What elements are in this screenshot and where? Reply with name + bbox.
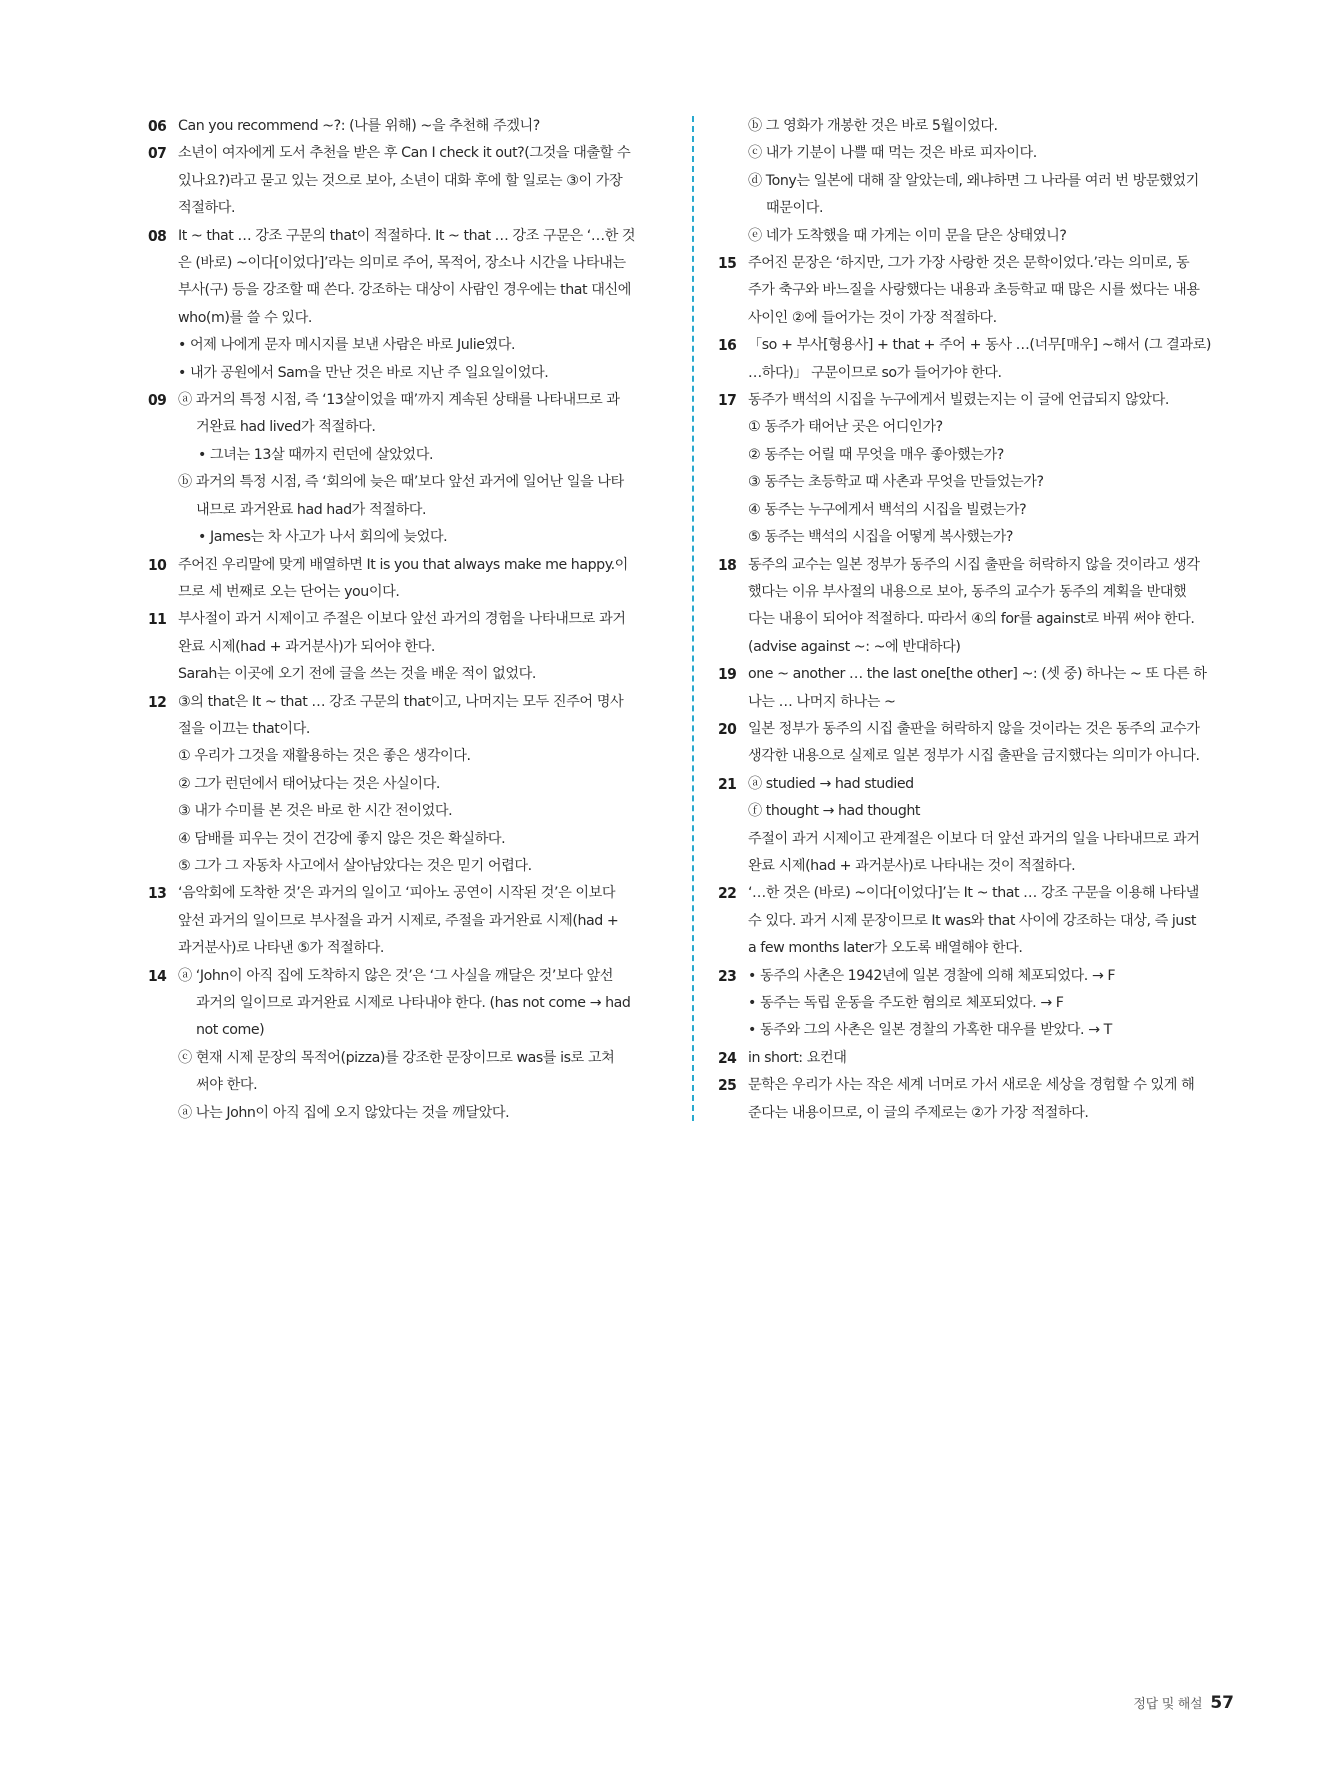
explanation-line: ② 그가 런던에서 태어났다는 것은 사실이다. [178,775,440,792]
answer-item [148,963,668,1127]
explanation-line: It ~ that … 강조 구문의 that이 적절하다. It ~ that … 강조 구문은 ‘…한 것 [178,227,636,244]
explanation-line: 절을 이끄는 that이다. [178,720,310,737]
explanation-line: 다는 내용이 되어야 적절하다. 따라서 ④의 for를 against로 바꿔 써야 한다. [748,611,1195,628]
explanation-line: 은 (바로) ~이다[이었다]’라는 의미로 주어, 목적어, 장소나 시간을 나타내는 [178,255,626,272]
explanation-line: ⑤ 동주는 백석의 시집을 어떻게 복사했는가? [748,529,1013,546]
explanation-line: ⓒ 내가 기분이 나쁠 때 먹는 것은 바로 피자이다. [748,145,1037,162]
explanation-line: 주가 축구와 바느질을 사랑했다는 내용과 초등학교 때 많은 시를 썼다는 내용 [748,282,1200,299]
explanation-line: 「so + 부사[형용사] + that + 주어 + 동사 …(너무[매우] ~해서 (그 결과로) [748,337,1212,354]
explanation-line: 주절이 과거 시제이고 관계절은 이보다 더 앞선 과거의 일을 나타내므로 과거 [748,830,1200,847]
explanation-line: ⓐ 과거의 특정 시점, 즉 ‘13살이었을 때’까지 계속된 상태를 나타내므로 과 [178,392,620,409]
answer-item [718,771,1235,881]
column-divider [692,116,694,1121]
explanation-line: 내므로 과거완료 had had가 적절하다. [196,501,427,518]
explanation-line: 수 있다. 과거 시제 문장이므로 It was와 that 사이에 강조하는 대상, 즉 just [748,912,1196,929]
question-number: 21 [718,774,737,793]
question-number: 17 [718,391,737,410]
explanation-line: ⓐ ‘John이 아직 집에 도착하지 않은 것’은 ‘그 사실을 깨달은 것’보다 앞선 [178,967,614,984]
explanation-line: • 동주는 독립 운동을 주도한 혐의로 체포되었다. → F [748,995,1064,1011]
explanation-line: 부사절이 과거 시제이고 주절은 이보다 앞선 과거의 경험을 나타내므로 과거 [178,611,626,628]
explanation-line: ‘…한 것은 (바로) ~이다[이었다]’는 It ~ that … 강조 구문을 이용해 나타낼 [748,885,1199,902]
explanation-line: ① 우리가 그것을 재활용하는 것은 좋은 생각이다. [178,748,471,765]
question-number: 06 [148,117,167,135]
explanation-line: one ~ another … the last one[the other] ~: (셋 중) 하나는 ~ 또 다른 하 [748,666,1207,683]
explanation-line: 적절하다. [178,200,236,217]
question-number: 16 [718,336,737,355]
explanation-line: 완료 시제(had + 과거분사)로 나타내는 것이 적절하다. [748,857,1076,874]
question-number: 09 [148,391,167,410]
question-number: 12 [148,692,167,711]
question-number: 15 [718,254,737,273]
answer-item [718,716,1235,771]
explanation-line: ⓕ thought → had thought [748,803,921,820]
explanation-line: • 동주의 사촌은 1942년에 일본 경찰에 의해 체포되었다. → F [748,967,1116,984]
explanation-line: not come) [196,1022,265,1039]
question-number: 22 [718,884,737,903]
answer-item [148,140,668,222]
explanation-line: • James는 차 사고가 나서 회의에 늦었다. [198,529,448,546]
answer-item [148,552,668,607]
answer-item [718,1072,1235,1127]
explanation-line: 소년이 여자에게 도서 추천을 받은 후 Can I check it out?(그것을 대출할 수 [178,145,631,162]
answer-item [718,113,1235,250]
question-number: 07 [148,144,167,163]
explanation-line: 과거분사)로 나타낸 ⑤가 적절하다. [178,940,384,957]
explanation-line: 했다는 이유 부사절의 내용으로 보아, 동주의 교수가 동주의 계획을 반대했 [748,583,1187,600]
question-number: 08 [148,226,167,245]
answer-item [718,250,1235,332]
explanation-line: ① 동주가 태어난 곳은 어디인가? [748,419,943,436]
explanation-line: • 동주와 그의 사촌은 일본 경찰의 가혹한 대우를 받았다. → T [748,1022,1112,1039]
explanation-line: 생각한 내용으로 실제로 일본 정부가 시집 출판을 금지했다는 의미가 아니다. [748,748,1200,765]
explanation-line: ③ 동주는 초등학교 때 사촌과 무엇을 만들었는가? [748,474,1044,491]
explanation-line: 써야 한다. [196,1077,258,1094]
answer-item [718,552,1235,662]
explanation-line: who(m)를 쓸 수 있다. [178,309,312,326]
explanation-line: ⓐ studied → had studied [748,775,914,792]
explanation-line: ⓐ 나는 John이 아직 집에 오지 않았다는 것을 깨달았다. [178,1104,510,1121]
page-footer [1133,1693,1234,1713]
answer-item [718,332,1235,387]
explanation-line: 준다는 내용이므로, 이 글의 주제로는 ②가 가장 적절하다. [748,1104,1089,1121]
answer-item [718,387,1235,551]
explanation-line: (advise against ~: ~에 반대하다) [748,638,961,655]
explanation-line: Can you recommend ~?: (나를 위해) ~을 추천해 주겠니? [178,118,540,134]
explanation-line: 과거의 일이므로 과거완료 시제로 나타내야 한다. (has not come → had [196,995,631,1011]
explanation-line: a few months later가 오도록 배열해야 한다. [748,940,1023,957]
explanation-line: ④ 담배를 피우는 것이 건강에 좋지 않은 것은 확실하다. [178,830,506,847]
explanation-line: • 내가 공원에서 Sam을 만난 것은 바로 지난 주 일요일이었다. [178,364,549,381]
right-column [718,113,1235,1127]
answer-item [718,963,1235,1045]
explanation-line: ② 동주는 어릴 때 무엇을 매우 좋아했는가? [748,446,1004,463]
explanation-line: ⑤ 그가 그 자동차 사고에서 살아남았다는 것은 믿기 어렵다. [178,857,532,874]
explanation-line: 일본 정부가 동주의 시집 출판을 허락하지 않을 것이라는 것은 동주의 교수가 [748,720,1200,737]
answer-item [718,880,1235,962]
explanation-line: • 그녀는 13살 때까지 런던에 살았었다. [198,446,434,463]
question-number: 11 [148,610,167,629]
answer-item [148,387,668,551]
explanation-line: 나는 … 나머지 하나는 ~ [748,693,896,710]
answer-item [148,880,668,962]
explanation-line: ‘음악회에 도착한 것’은 과거의 일이고 ‘피아노 공연이 시작된 것’은 이보다 [178,885,616,902]
question-number: 18 [718,555,737,574]
explanation-line: 주어진 우리말에 맞게 배열하면 It is you that always make me happy.이 [178,556,628,573]
explanation-line: 동주가 백석의 시집을 누구에게서 빌렸는지는 이 글에 언급되지 않았다. [748,392,1169,409]
answer-item [718,661,1235,716]
explanation-line: in short: 요컨대 [748,1049,847,1066]
answer-item [148,223,668,387]
explanation-line: Sarah는 이곳에 오기 전에 글을 쓰는 것을 배운 적이 없었다. [178,666,536,683]
answer-item [718,1045,1235,1072]
explanation-line: 동주의 교수는 일본 정부가 동주의 시집 출판을 허락하지 않을 것이라고 생각 [748,556,1200,573]
explanation-line: 완료 시제(had + 과거분사)가 되어야 한다. [178,638,435,655]
left-column [148,113,668,1127]
question-number: 24 [718,1048,737,1067]
explanation-line: 주어진 문장은 ‘하지만, 그가 가장 사랑한 것은 문학이었다.’라는 의미로, 동 [748,255,1190,272]
explanation-line: ③ 내가 수미를 본 것은 바로 한 시간 전이었다. [178,803,453,820]
footer-label: 정답 및 해설 [1133,1697,1203,1712]
explanation-line: ⓔ 네가 도착했을 때 가게는 이미 문을 닫은 상태였니? [748,227,1067,244]
explanation-line: 때문이다. [766,200,824,217]
answer-item [148,689,668,881]
explanation-line: 거완료 had lived가 적절하다. [196,419,376,436]
question-number: 25 [718,1076,737,1095]
question-number: 20 [718,719,737,738]
question-number: 23 [718,966,737,985]
explanation-line: • 어제 나에게 문자 메시지를 보낸 사람은 바로 Julie였다. [178,337,516,354]
explanation-line: ⓑ 과거의 특정 시점, 즉 ‘회의에 늦은 때’보다 앞선 과거에 일어난 일을 나타 [178,474,624,491]
explanation-line: 부사(구) 등을 강조할 때 쓴다. 강조하는 대상이 사람인 경우에는 that 대신에 [178,282,631,299]
explanation-line: ⓒ 현재 시제 문장의 목적어(pizza)를 강조한 문장이므로 was를 is로 고쳐 [178,1049,615,1066]
explanation-line: ④ 동주는 누구에게서 백석의 시집을 빌렸는가? [748,501,1027,518]
answer-item [148,113,668,140]
question-number: 13 [148,884,167,903]
explanation-line: 사이인 ②에 들어가는 것이 가장 적절하다. [748,309,997,326]
explanation-line: ⓓ Tony는 일본에 대해 잘 알았는데, 왜냐하면 그 나라를 여러 번 방문했었기 [748,172,1199,189]
explanation-line: 있나요?)라고 묻고 있는 것으로 보아, 소년이 대화 후에 할 일로는 ③이 가장 [178,172,623,189]
question-number: 14 [148,966,167,985]
page-number: 57 [1210,1693,1234,1713]
explanation-line: ③의 that은 It ~ that … 강조 구문의 that이고, 나머지는 모두 진주어 명사 [178,693,624,710]
explanation-line: 문학은 우리가 사는 작은 세계 너머로 가서 새로운 세상을 경험할 수 있게 해 [748,1077,1195,1094]
question-number: 19 [718,665,737,684]
explanation-line: 앞선 과거의 일이므로 부사절을 과거 시제로, 주절을 과거완료 시제(had + [178,912,619,929]
question-number: 10 [148,555,167,574]
explanation-line: 므로 세 번째로 오는 단어는 you이다. [178,583,400,600]
answer-item [148,606,668,688]
explanation-line: …하다)」 구문이므로 so가 들어가야 한다. [748,364,1002,381]
explanation-line: ⓑ 그 영화가 개봉한 것은 바로 5월이었다. [748,118,998,134]
